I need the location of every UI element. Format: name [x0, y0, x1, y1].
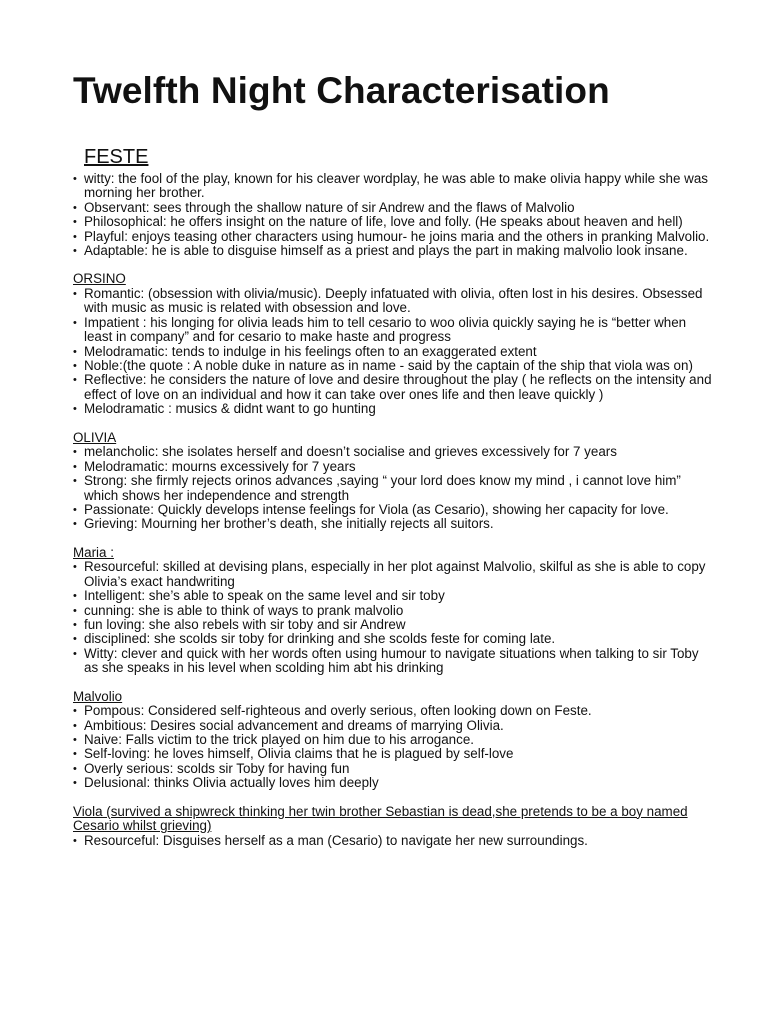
bullet-item: • Observant: sees through the shallow nature of sir Andrew and the flaws of Malvolio: [73, 201, 713, 215]
section-spacer: [73, 791, 713, 805]
bullet-item: • Overly serious: scolds sir Toby for having fun: [73, 762, 713, 776]
section-heading: Viola (survived a shipwreck thinking her twin brother Sebastian is dead,she pretends to be a boy named Cesario whilst grieving): [73, 803, 688, 834]
section-heading: Maria :: [73, 544, 114, 560]
bullet-list: [73, 560, 713, 675]
bullet-item: • Adaptable: he is able to disguise himself as a priest and plays the part in making malvolio look insane.: [73, 244, 713, 258]
document-title: Twelfth Night Characterisation: [73, 70, 610, 111]
bullet-item: • Playful: enjoys teasing other characters using humour- he joins maria and the others in pranking Malvolio.: [73, 230, 713, 244]
section-viola: [73, 805, 713, 849]
section-spacer: [73, 258, 713, 272]
document-body: [73, 145, 713, 848]
bullet-item: • Strong: she firmly rejects orinos advances ,saying “ your lord does know my mind , i cannot love him” which shows her independence and strength: [73, 474, 713, 503]
section-heading: ORSINO: [73, 271, 126, 287]
bullet-item: • Impatient : his longing for olivia leads him to tell cesario to woo olivia quickly saying he is “better when least in company” and for cesario to make haste and progress: [73, 316, 713, 345]
bullet-item: • Noble:(the quote : A noble duke in nature as in name - said by the captain of the ship that viola was on): [73, 359, 713, 373]
bullet-item: • Grieving: Mourning her brother’s death, she initially rejects all suitors.: [73, 517, 713, 531]
bullet-item: • Melodramatic : musics & didnt want to go hunting: [73, 402, 713, 416]
bullet-list: [73, 704, 713, 790]
bullet-item: • Intelligent: she’s able to speak on the same level and sir toby: [73, 589, 713, 603]
bullet-item: • cunning: she is able to think of ways to prank malvolio: [73, 604, 713, 618]
bullet-item: • Pompous: Considered self-righteous and overly serious, often looking down on Feste.: [73, 704, 713, 718]
bullet-item: • melancholic: she isolates herself and doesn’t socialise and grieves excessively for 7 years: [73, 445, 713, 459]
bullet-item: • disciplined: she scolds sir toby for drinking and she scolds feste for coming late.: [73, 632, 713, 646]
bullet-item: • Melodramatic: mourns excessively for 7 years: [73, 460, 713, 474]
bullet-item: • Romantic: (obsession with olivia/music). Deeply infatuated with olivia, often lost in his desires. Obsessed with music as music is related with obsession and love.: [73, 287, 713, 316]
bullet-item: • Resourceful: skilled at devising plans, especially in her plot against Malvolio, skilful as she is able to copy Olivia’s exact handwriting: [73, 560, 713, 589]
bullet-list: [73, 287, 713, 417]
bullet-item: • Delusional: thinks Olivia actually loves him deeply: [73, 776, 713, 790]
section-heading: FESTE: [84, 146, 149, 168]
bullet-item: • Self-loving: he loves himself, Olivia claims that he is plagued by self-love: [73, 747, 713, 761]
bullet-item: • witty: the fool of the play, known for his cleaver wordplay, he was able to make olivia happy while she was morning her brother.: [73, 172, 713, 201]
section-maria: [73, 546, 713, 676]
bullet-item: • Reflective: he considers the nature of love and desire throughout the play ( he reflects on the intensity and effect of love on an individual and how it can take over ones life and then leave quickly ): [73, 373, 713, 402]
section-orsino: [73, 272, 713, 416]
bullet-list: [73, 445, 713, 531]
bullet-item: • Philosophical: he offers insight on the nature of life, love and folly. (He speaks about heaven and hell): [73, 215, 713, 229]
section-spacer: [73, 532, 713, 546]
section-malvolio: [73, 690, 713, 791]
bullet-item: • Witty: clever and quick with her words often using humour to navigate situations when talking to sir Toby as she speaks in his level when scolding him abt his drinking: [73, 647, 713, 676]
bullet-list: [73, 834, 713, 848]
section-heading: Malvolio: [73, 688, 123, 704]
bullet-item: • Melodramatic: tends to indulge in his feelings often to an exaggerated extent: [73, 345, 713, 359]
bullet-list: [73, 172, 713, 258]
bullet-item: • Passionate: Quickly develops intense feelings for Viola (as Cesario), showing her capacity for love.: [73, 503, 713, 517]
section-spacer: [73, 417, 713, 431]
section-olivia: [73, 431, 713, 532]
bullet-item: • fun loving: she also rebels with sir toby and sir Andrew: [73, 618, 713, 632]
section-heading: OLIVIA: [73, 429, 117, 445]
bullet-item: • Naive: Falls victim to the trick played on him due to his arrogance.: [73, 733, 713, 747]
bullet-item: • Ambitious: Desires social advancement and dreams of marrying Olivia.: [73, 719, 713, 733]
section-spacer: [73, 676, 713, 690]
bullet-item: • Resourceful: Disguises herself as a man (Cesario) to navigate her new surroundings.: [73, 834, 713, 848]
section-feste: [73, 145, 713, 258]
